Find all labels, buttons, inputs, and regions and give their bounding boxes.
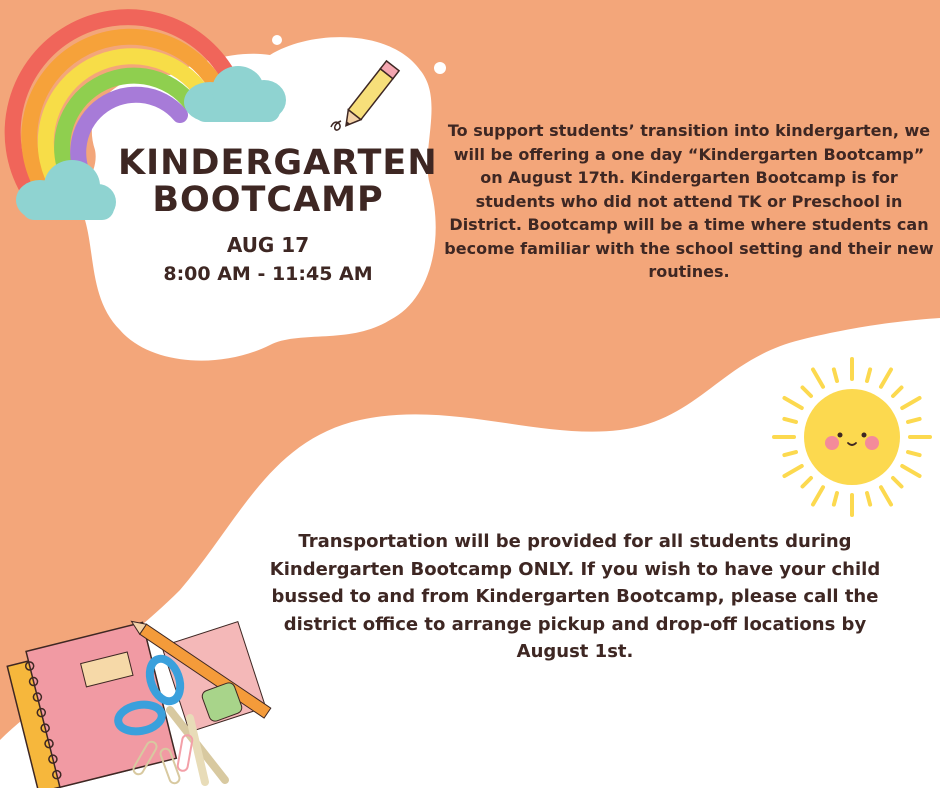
cloud-icon <box>180 60 290 130</box>
sun-ray <box>902 398 919 408</box>
sun-ray <box>881 487 891 504</box>
sun-ray <box>784 419 796 422</box>
cloud-icon <box>10 150 120 230</box>
sun-icon <box>770 355 935 520</box>
sun-ray <box>834 369 837 381</box>
sun-ray <box>834 493 837 505</box>
sun-ray <box>784 452 796 455</box>
event-date: AUG 17 <box>226 233 310 257</box>
sun-ray <box>893 478 901 486</box>
sun-ray <box>803 478 811 486</box>
event-title <box>118 143 438 220</box>
pencil-icon <box>325 55 415 135</box>
event-time: 8:00 AM - 11:45 AM <box>163 263 373 285</box>
sun-ray <box>902 466 919 476</box>
sun-ray <box>803 388 811 396</box>
sun-ray <box>908 419 920 422</box>
sun-ray <box>813 369 823 386</box>
transport-paragraph: Transportation will be provided for all students during Kindergarten Bootcamp ONLY. If you wish to have your child bussed to and from Kindergarten Bootcamp, please call the district office to arrange pickup and drop-off locations by August 1st. <box>269 531 881 662</box>
intro-paragraph: To support students’ transition into kindergarten, we will be offering a one day “Kindergarten Bootcamp” on August 17th. Kindergarten Bootcamp is for students who did not attend TK or Preschool in District. Bootcamp will be a time where students can become familiar with the school setting and their new routines. <box>444 121 934 281</box>
sun-ray <box>893 388 901 396</box>
school-supplies <box>0 600 300 788</box>
sun-ray <box>908 452 920 455</box>
sun-ray <box>813 487 823 504</box>
event-title-line1: KINDERGARTEN <box>118 143 438 183</box>
sun-ray <box>867 493 870 505</box>
sun-ray <box>867 369 870 381</box>
sun-ray <box>784 398 801 408</box>
sun-ray <box>784 466 801 476</box>
event-title-line2: BOOTCAMP <box>152 180 384 220</box>
sun-ray <box>881 369 891 386</box>
